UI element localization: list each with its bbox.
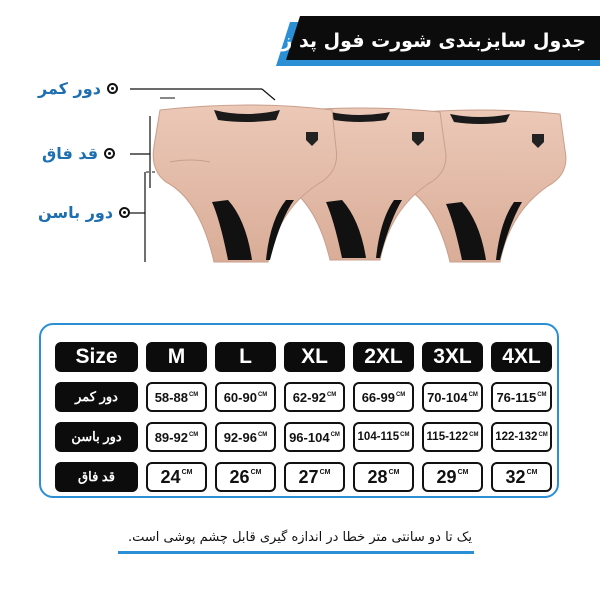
table-cell: 115-122 $^{CM}$ bbox=[422, 422, 483, 452]
table-cell: 89-92 $^{CM}$ bbox=[146, 422, 207, 452]
waist-bullet-icon bbox=[107, 83, 118, 94]
table-cell: 76-115 $^{CM}$ bbox=[491, 382, 552, 412]
table-cell: 28 $^{CM}$ bbox=[353, 462, 414, 492]
table-cell: 24 $^{CM}$ bbox=[146, 462, 207, 492]
table-cell: 70-104 $^{CM}$ bbox=[422, 382, 483, 412]
hip-label bbox=[38, 203, 130, 222]
size-col-header: L bbox=[215, 342, 276, 372]
hip-bullet-icon bbox=[119, 207, 130, 218]
table-cell: 58-88 $^{CM}$ bbox=[146, 382, 207, 412]
size-col-header: 4XL bbox=[491, 342, 552, 372]
table-cell: 92-96 $^{CM}$ bbox=[215, 422, 276, 452]
rise-label-text: قد فاق bbox=[42, 144, 99, 163]
size-table bbox=[55, 342, 552, 492]
table-cell: 104-115 $^{CM}$ bbox=[353, 422, 414, 452]
rise-label bbox=[42, 144, 115, 163]
table-cell: 62-92 $^{CM}$ bbox=[284, 382, 345, 412]
brief-front bbox=[153, 105, 336, 262]
table-cell: 122-132 $^{CM}$ bbox=[491, 422, 552, 452]
table-cell: 96-104 $^{CM}$ bbox=[284, 422, 345, 452]
row-label-waist: دور کمر bbox=[55, 382, 138, 412]
table-cell: 29 $^{CM}$ bbox=[422, 462, 483, 492]
hip-label-text: دور باسن bbox=[38, 203, 114, 222]
size-col-header: 3XL bbox=[422, 342, 483, 372]
waist-label-text: دور کمر bbox=[38, 79, 101, 98]
table-cell: 32 $^{CM}$ bbox=[491, 462, 552, 492]
table-cell: 26 $^{CM}$ bbox=[215, 462, 276, 492]
size-col-header: M bbox=[146, 342, 207, 372]
rise-bullet-icon bbox=[104, 148, 115, 159]
page-title: جدول سایزبندی شورت فول پد زنانه bbox=[248, 30, 586, 52]
table-cell: 60-90 $^{CM}$ bbox=[215, 382, 276, 412]
row-label-rise: قد فاق bbox=[55, 462, 138, 492]
table-cell: 27 $^{CM}$ bbox=[284, 462, 345, 492]
size-header-cell: Size bbox=[55, 342, 138, 372]
table-cell: 66-99 $^{CM}$ bbox=[353, 382, 414, 412]
row-label-hip: دور باسن bbox=[55, 422, 138, 452]
footnote-underline bbox=[118, 551, 474, 554]
waist-label bbox=[38, 79, 118, 98]
size-col-header: XL bbox=[284, 342, 345, 372]
briefs-illustration bbox=[150, 92, 590, 272]
footnote: یک تا دو سانتی متر خطا در اندازه گیری قابل چشم پوشی است. bbox=[127, 530, 473, 545]
size-col-header: 2XL bbox=[353, 342, 414, 372]
